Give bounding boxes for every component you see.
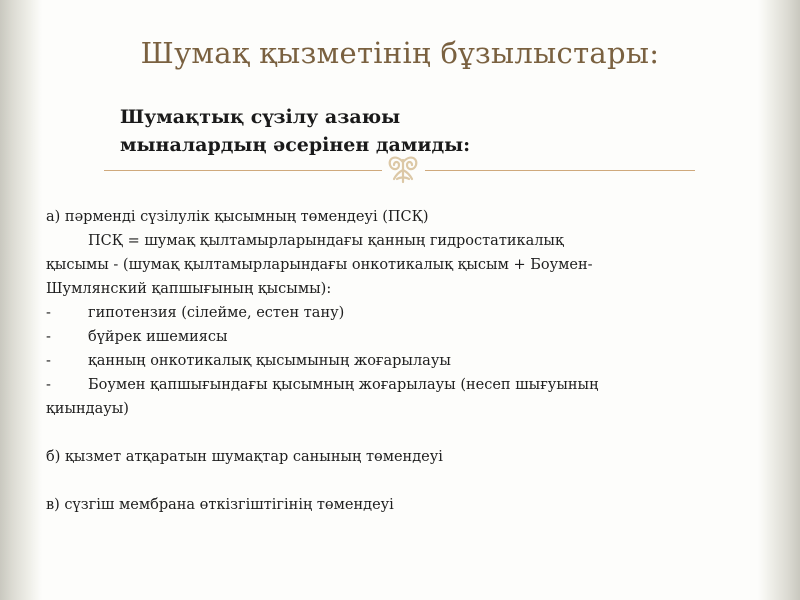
bullet-text: бүйрек ишемиясы <box>88 329 228 345</box>
formula-line-1: ПСҚ = шумақ қылтамырларындағы қанның гидростатикалық <box>88 233 564 249</box>
bullet-text: Боумен қапшығындағы қысымның жоғарылауы (несеп шығуының <box>88 377 599 393</box>
spacer <box>46 469 746 493</box>
list-item <box>46 301 746 325</box>
item-a: а) пәрменді сүзілулік қысымның төмендеуі (ПСҚ) <box>46 209 429 225</box>
item-c: в) сүзгіш мембрана өткізгіштігінің төмендеуі <box>46 497 394 513</box>
slide-title: Шумақ қызметінің бұзылыстары: <box>140 36 660 70</box>
bullet-continuation: қиындауы) <box>46 401 129 417</box>
list-item <box>46 373 746 397</box>
spacer <box>46 421 746 445</box>
bullet-dash: - <box>46 377 51 393</box>
bullet-text: қанның онкотикалық қысымының жоғарылауы <box>88 353 451 369</box>
right-edge-shading <box>758 0 800 600</box>
bullet-dash: - <box>46 305 51 321</box>
slide-body <box>46 205 746 517</box>
list-item <box>46 325 746 349</box>
list-item <box>46 349 746 373</box>
formula-line-3: Шумлянский қапшығының қысымы): <box>46 281 332 297</box>
bullet-dash: - <box>46 329 51 345</box>
divider-right <box>425 170 695 171</box>
left-edge-shading <box>0 0 42 600</box>
slide-subtitle <box>120 103 470 159</box>
subtitle-line-2: мыналардың әсерінен дамиды: <box>120 134 471 156</box>
formula-line-2: қысымы - (шумақ қылтамырларындағы онкотикалық қысым + Боумен- <box>46 257 593 273</box>
bullet-dash: - <box>46 353 51 369</box>
fleuron-ornament-icon <box>384 152 422 186</box>
divider-left <box>104 170 382 171</box>
subtitle-line-1: Шумақтық сүзілу азаюы <box>120 106 401 128</box>
bullet-text: гипотензия (сілейме, естен тану) <box>88 305 345 321</box>
item-b: б) қызмет атқаратын шумақтар санының төмендеуі <box>46 449 443 465</box>
